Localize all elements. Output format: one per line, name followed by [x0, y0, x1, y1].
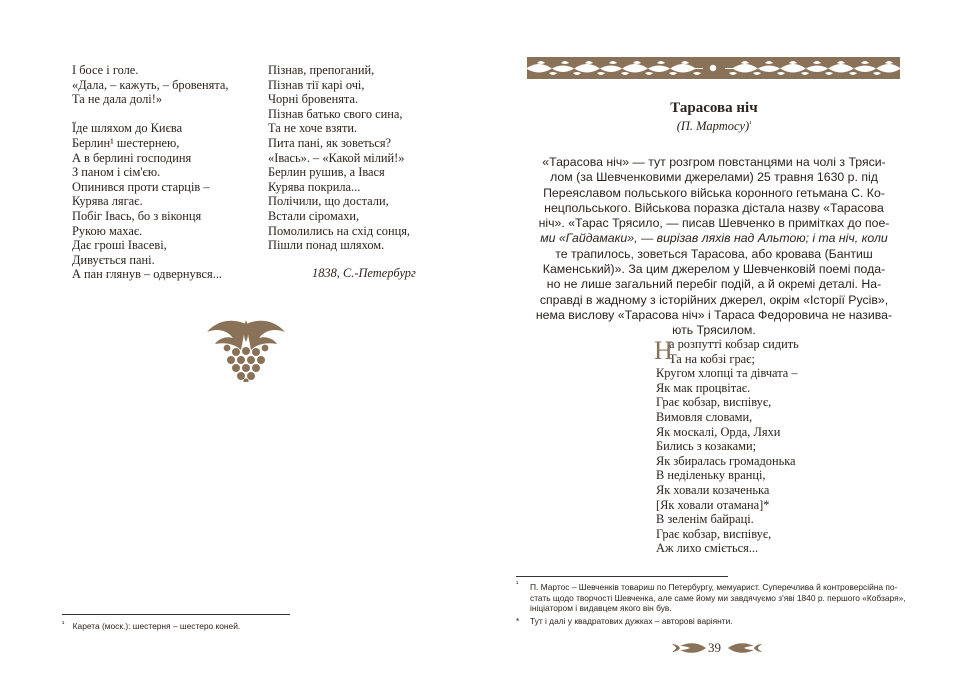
- verse-line: В зеленім байраці.: [656, 512, 754, 527]
- stanza-gap: [72, 107, 229, 122]
- verse-line: «Івась». – «Какой мілий!»: [268, 150, 405, 165]
- verse-line: Як ховали козаченька: [656, 482, 770, 497]
- verse-line: Їде шляхом до Києва: [72, 121, 183, 136]
- footnote-marker: ¹: [62, 621, 65, 628]
- verse-line: Грає кобзар, виспівує,: [656, 395, 772, 410]
- grape-ornament-icon: [203, 318, 289, 387]
- verse-line: Полічили, що достали,: [268, 194, 389, 209]
- footnote-text: Карета (моск.): шестерня – шестеро коней.: [72, 621, 241, 631]
- verse-line: Грає кобзар, виспівує,: [656, 526, 772, 541]
- verse-line: Встали сіромахи,: [268, 208, 360, 223]
- verse-line: Дає гроші Івасеві,: [72, 238, 167, 253]
- commentary: [528, 155, 900, 339]
- prose-line: те трапилось, зоветься Тарасова, або кровава (Бантиш: [555, 246, 873, 261]
- verse-line: Пізнав, препоганий,: [268, 63, 375, 77]
- prose-line: ють Трясилом.: [672, 323, 756, 338]
- verse-line: Рукою махає.: [72, 223, 143, 238]
- footnote-line: стать щодо творчості Шевченка, але саме йому ми завдячуємо з'яві 1840 р. першого «Кобзаря»,: [530, 592, 906, 603]
- verse-line: Пішли понад шляхом.: [268, 238, 385, 253]
- verse-line: Як збиралась громадонька: [656, 453, 796, 468]
- verse-line: [Як ховали отамана]*: [656, 497, 770, 512]
- footnote: [516, 582, 906, 614]
- right-footnotes: [516, 582, 906, 626]
- verse-line: З паном і сім'єю.: [72, 165, 161, 180]
- verse-line: Курява лягає.: [72, 194, 143, 209]
- verse-line: В неділеньку вранці,: [656, 468, 766, 483]
- verse-line: І босе і голе.: [72, 63, 139, 77]
- footnote: [516, 616, 906, 627]
- verse-line: Та не дала долі!»: [72, 92, 163, 107]
- poem-body: [656, 337, 799, 556]
- verse-line: Пізнав батько свого сина,: [268, 106, 403, 121]
- footnote-rule: [516, 576, 728, 577]
- verse-line: А в берлині господиня: [72, 150, 192, 165]
- verse-line: А пан глянув – одвернувся...: [72, 267, 223, 282]
- prose-line: «Тарасова ніч» — тут розгром повстанцями на чолі з Тряси-: [542, 155, 886, 169]
- dedication-text: (П. Мартосу): [676, 119, 750, 133]
- verse-line: Опинився проти старців –: [72, 179, 210, 194]
- prose-line: Переяславом польського війська коронного гетьмана С. Ко-: [543, 185, 885, 200]
- footnote-rule: [62, 614, 290, 615]
- footnote-line: П. Мартос – Шевченків товариш по Петербургу, мемуарист. Суперечлива й контроверсійна по-: [530, 582, 898, 592]
- verse-line: Як мак процвітає.: [656, 380, 751, 395]
- left-column-2: [268, 63, 410, 253]
- page-number: 39: [708, 640, 721, 655]
- prose-line: ми «Гайдамаки», — вирізав ляхів над Альтою; і та ніч, коли: [540, 231, 888, 246]
- verse-line: Як москалі, Орда, Ляхи: [656, 424, 781, 439]
- prose-line: нема вислову «Тарасова ніч» і Тараса Федоровича не назива-: [535, 307, 893, 322]
- prose-line: справді в жадному з історійних джерел, окрім «Історії Русів»,: [539, 292, 889, 307]
- verse-line: «Дала, – кажуть, – бровенята,: [72, 77, 229, 92]
- verse-line: Помолились на схід сонця,: [268, 223, 411, 238]
- verse-line: Пита пані, як зоветься?: [268, 135, 392, 150]
- poem-title: Тарасова ніч: [670, 100, 758, 116]
- verse-line: Пізнав тії карі очі,: [268, 77, 365, 92]
- verse-line: Курява покрила...: [268, 179, 361, 194]
- left-column-1: [72, 63, 229, 282]
- verse-line: Побіг Івась, бо з віконця: [72, 208, 202, 223]
- footnote-line: ініціатором і видавцем якого він був.: [530, 603, 672, 614]
- footnote-line: Тут і далі у квадратових дужках – авторові варіянти.: [530, 615, 733, 626]
- vine-ornament-banner-icon: [527, 57, 900, 84]
- verse-line: Берлин рушив, а Івася: [268, 165, 385, 180]
- dedication-footnote-marker: ¹: [749, 120, 752, 128]
- verse-line: Бились з козаками;: [656, 439, 757, 454]
- verse-line: Та на кобзі грає;: [669, 351, 755, 366]
- verse-line: Аж лихо сміється...: [656, 541, 759, 556]
- verse-line: Дивується пані.: [72, 252, 155, 267]
- prose-line: но не лише загальний перебіг подій, а й окремі деталі. На-: [546, 277, 882, 292]
- verse-line: Кругом хлопці та дівчата –: [656, 366, 798, 381]
- prose-line: Каменський)». За цим джерелом у Шевченковій поемі пода-: [542, 262, 886, 277]
- prose-line: нецпольського. Військова поразка дістала назву «Тарасова: [544, 200, 884, 215]
- verse-line: Вимовля словами,: [656, 409, 753, 424]
- left-footnote: [62, 620, 240, 632]
- poem-dedication: [600, 119, 828, 134]
- verse-line: Чорні бровенята.: [268, 92, 359, 107]
- page-number-ornament-icon: [672, 641, 706, 660]
- footnote-marker: *: [516, 615, 520, 626]
- verse-line: а розпутті кобзар сидить: [669, 337, 799, 351]
- verse-line: Та не хоче взяти.: [268, 121, 358, 136]
- footnote-marker: ¹: [516, 581, 519, 588]
- prose-line: ніч». «Тарас Трясило, — писав Шевченко в примітках до пое-: [538, 216, 890, 231]
- page-number-ornament-icon: [728, 641, 762, 660]
- drop-cap: Н: [654, 336, 673, 365]
- verse-line: Берлин¹ шестернею,: [72, 135, 180, 150]
- prose-line: лом (за Шевченковими джерелами) 25 травня 1630 р. під: [550, 170, 878, 185]
- signature: 1838, С.-Петербург: [312, 266, 416, 280]
